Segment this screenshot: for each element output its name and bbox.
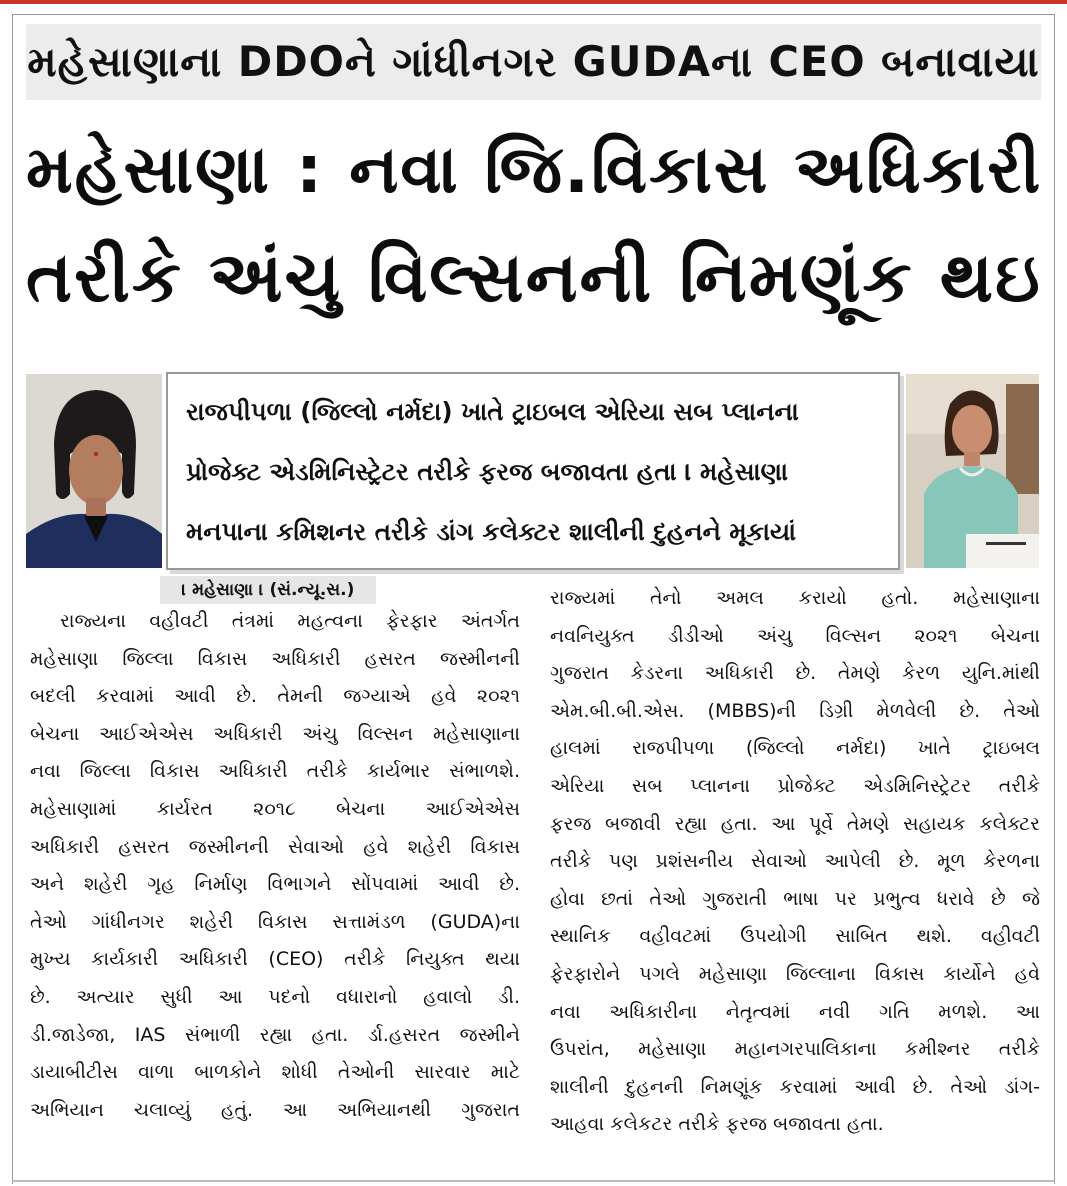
summary-line: પ્રોજેક્ટ એડમિનિસ્ટ્રેટર તરીકે ફરજ બજાવતા હતા । મહેસાણા (186, 457, 788, 486)
body-line: રાજ્યના વહીવટી તંત્રમાં મહત્વના ફેરફાર અંતર્ગત (60, 610, 520, 632)
body-line: એરિયા સબ પ્લાનના પ્રોજેક્ટ એડમિનિસ્ટ્રેટર તરીકે (550, 774, 1040, 797)
body-line: મહેસાણામાં કાર્યરત ૨૦૧૮ બેચના આઈએએસ (30, 797, 520, 820)
body-line: બેચના આઈએએસ અધિકારી અંચુ વિલ્સન મહેસાણાના (30, 722, 520, 745)
body-line: અને શહેરી ગૃહ નિર્માણ વિભાગને સોંપવામાં આવી છે. (30, 873, 520, 896)
body-column-right (550, 580, 1040, 1144)
dateline: । મહેસાણા । (સં.ન્યૂ.સ.) (160, 576, 376, 604)
main-headline-line-2: તરીકે અંચુ વિલ્સનની નિમણૂંક થઇ (26, 237, 1042, 318)
top-rule (0, 0, 1067, 4)
summary-line: મનપાના કમિશનર તરીકે ડાંગ કલેક્ટર શાલીની દુહનને મૂકાયાં (186, 517, 797, 546)
body-line: અધિકારી હસરત જસ્મીનની સેવાઓ હવે શહેરી વિકાસ (30, 835, 520, 858)
body-line: ફરજ બજાવી રહ્યા હતા. આ પૂર્વે તેમણે સહાયક કલેક્ટર (550, 812, 1040, 835)
body-line: શાલીની દુહનની નિમણૂંક કરવામાં આવી છે. તેઓ ડાંગ- (550, 1075, 1040, 1098)
body-line: એમ.બી.બી.એસ. (MBBS)ની ડિગ્રી મેળવેલી છે. તેઓ (550, 699, 1040, 722)
portrait-photo-left (26, 374, 162, 568)
body-line: ઉપરાંત, મહેસાણા મહાનગરપાલિકાના કમીશ્નર તરીકે (550, 1038, 1040, 1061)
body-line: નવા જિલ્લા વિકાસ અધિકારી તરીકે કાર્યભાર સંભાળશે. (30, 760, 520, 783)
body-line: હાલમાં રાજપીપળા (જિલ્લો નર્મદા) ખાતે ટ્રાઇબલ (550, 737, 1040, 760)
main-headline-line-1: મહેસાણા : નવા જિ.વિકાસ અધિકારી (26, 131, 1043, 208)
body-line: મુખ્ય કાર્યકારી અધિકારી (CEO) તરીકે નિયુક્ત થયા (30, 948, 520, 971)
body-line: તેઓ ગાંધીનગર શહેરી વિકાસ સત્તામંડળ (GUDA)ના (30, 910, 520, 933)
kicker-headline: મહેસાણાના DDOને ગાંધીનગર GUDAના CEO બનાવાયા (26, 24, 1041, 100)
body-line: ફેરફારોને પગલે મહેસાણા જિલ્લાના વિકાસ કાર્યોને હવે (550, 962, 1040, 985)
bottom-rule (12, 1180, 1055, 1182)
body-line: રાજ્યમાં તેનો અમલ કરાયો હતો. મહેસાણાના (550, 587, 1040, 609)
portrait-illustration-right (906, 374, 1039, 568)
body-line: મહેસાણા જિલ્લા વિકાસ અધિકારી હસરત જસ્મીનની (30, 647, 520, 670)
body-line: તરીકે પણ પ્રશંસનીય સેવાઓ આપેલી છે. મૂળ કેરળના (550, 850, 1040, 873)
portrait-illustration-left (26, 374, 162, 568)
body-line: નવનિયુક્ત ડીડીઓ અંચુ વિલ્સન ૨૦૨૧ બેચના (550, 624, 1040, 647)
body-line: સ્થાનિક વહીવટમાં ઉપયોગી સાબિત થશે. વહીવટી (550, 925, 1040, 948)
summary-line: રાજપીપળા (જિલ્લો નર્મદા) ખાતે ટ્રાઇબલ એરિયા સબ પ્લાનના (186, 397, 799, 426)
body-line: ડી.જાડેજા, IAS સંભાળી રહ્યા હતા. ર્ડા.હસરત જસ્મીને (30, 1023, 520, 1046)
body-line: બદલી કરવામાં આવી છે. તેમની જગ્યાએ હવે ૨૦૨૧ (30, 685, 520, 708)
body-line: અભિયાન ચલાવ્યું હતું. આ અભિયાનથી ગુજરાત (30, 1098, 520, 1121)
body-line: છે. અત્યાર સુધી આ પદનો વધારાનો હવાલો ડી. (30, 985, 520, 1008)
body-column-left (30, 603, 520, 1129)
summary-box (166, 372, 900, 570)
body-line: નવા અધિકારીના નેતૃત્વમાં નવી ગતિ મળશે. આ (550, 1000, 1040, 1023)
body-line: હોવા છતાં તેઓ ગુજરાતી ભાષા પર પ્રભુત્વ ધરાવે છે જે (550, 887, 1040, 910)
body-line: આહવા કલેકટર તરીકે ફરજ બજાવતા હતા. (550, 1113, 884, 1136)
body-line: ગુજરાત કેડરના અધિકારી છે. તેમણે કેરળ યુનિ.માંથી (550, 662, 1040, 685)
portrait-photo-right (906, 374, 1039, 568)
body-line: ડાયાબીટીસ વાળા બાળકોને શોધી તેઓની સારવાર માટે (30, 1061, 520, 1084)
